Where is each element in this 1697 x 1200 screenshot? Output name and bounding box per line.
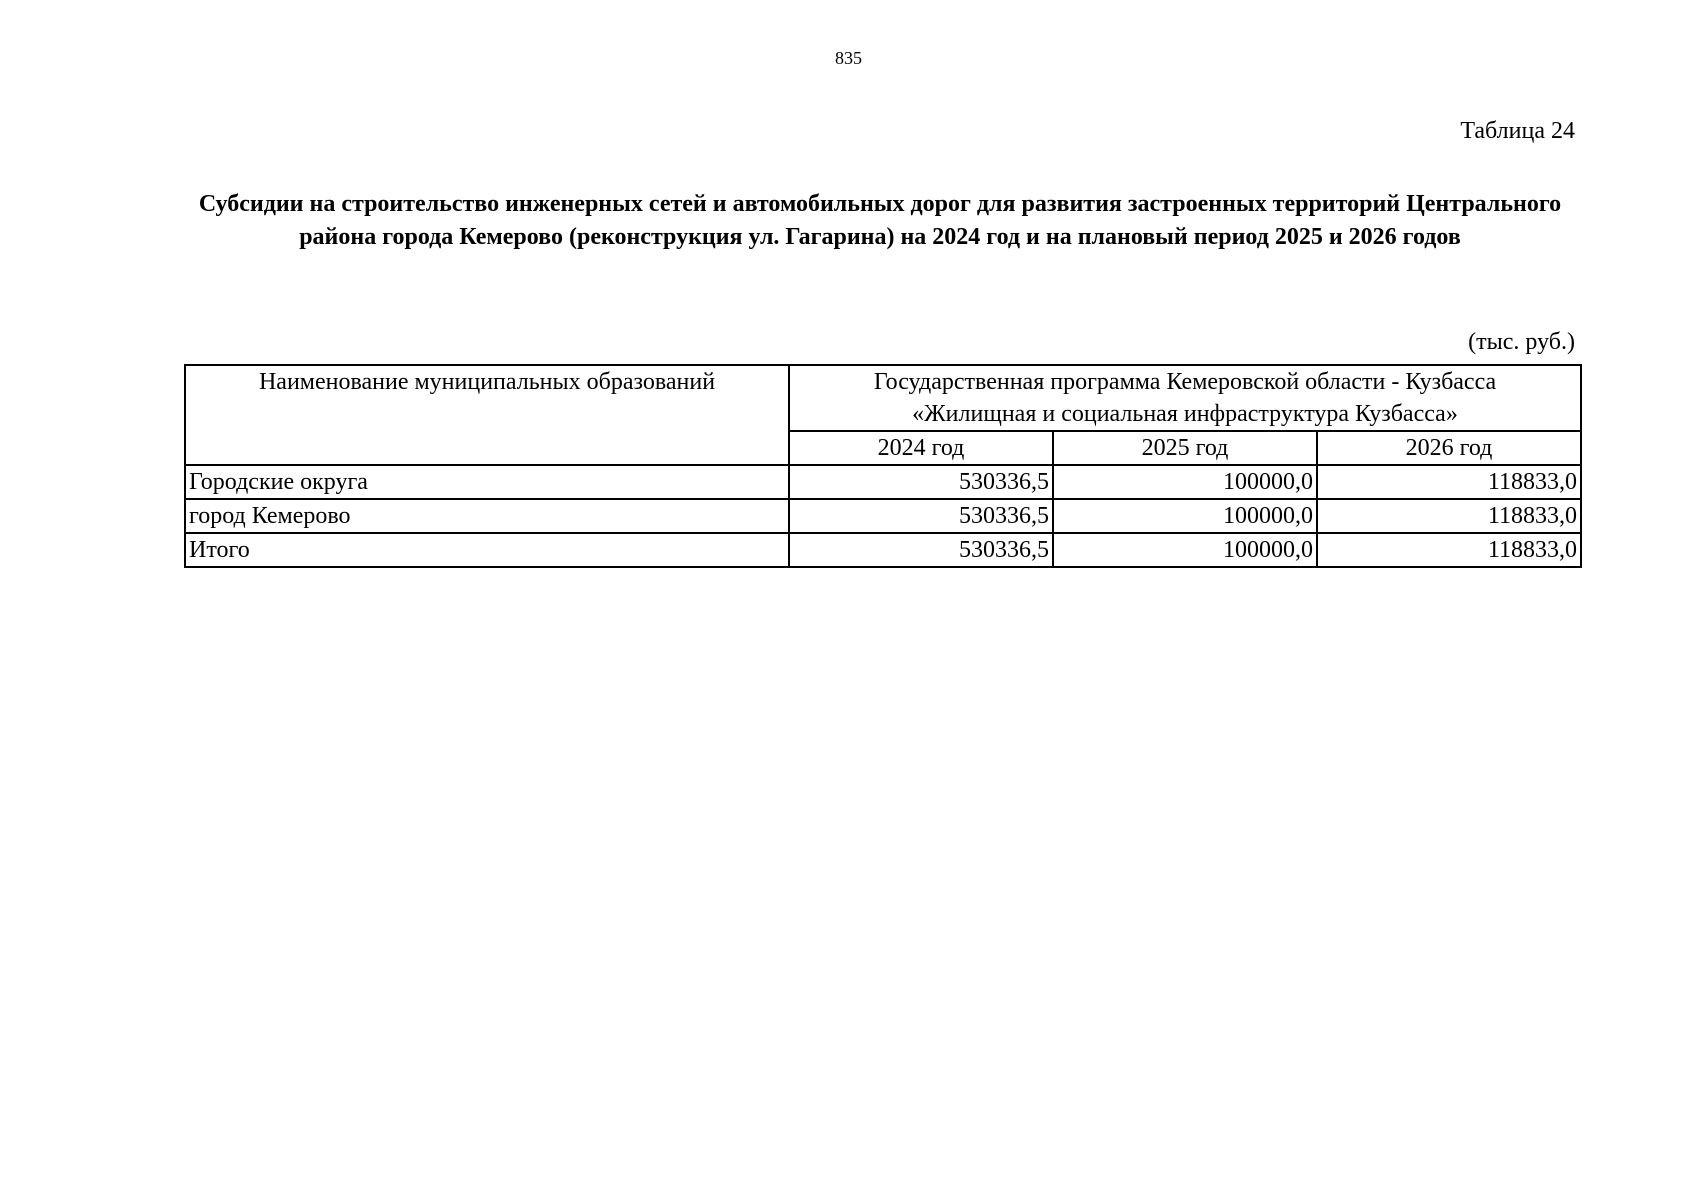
row-label: город Кемерово xyxy=(185,499,789,533)
table-header-row xyxy=(185,365,1581,431)
row-value-2025: 100000,0 xyxy=(1053,533,1317,567)
header-year-2024: 2024 год xyxy=(789,431,1053,465)
row-label: Городские округа xyxy=(185,465,789,499)
row-value-2024: 530336,5 xyxy=(789,533,1053,567)
header-year-2025: 2025 год xyxy=(1053,431,1317,465)
header-program-line1: Государственная программа Кемеровской области - Кузбасса xyxy=(873,369,1497,395)
page-number: 835 xyxy=(835,48,862,68)
row-value-2025: 100000,0 xyxy=(1053,465,1317,499)
header-year-2026: 2026 год xyxy=(1317,431,1581,465)
row-value-2026: 118833,0 xyxy=(1317,533,1581,567)
table-label: Таблица 24 xyxy=(1460,118,1575,144)
row-value-2026: 118833,0 xyxy=(1317,465,1581,499)
row-value-2025: 100000,0 xyxy=(1053,499,1317,533)
header-name-column: Наименование муниципальных образований xyxy=(185,365,789,465)
units-label: (тыс. руб.) xyxy=(1468,329,1575,355)
row-value-2026: 118833,0 xyxy=(1317,499,1581,533)
row-label: Итого xyxy=(185,533,789,567)
document-title: Субсидии на строительство инженерных сетей и автомобильных дорог для развития застроенных территорий Центрального района города Кемерово (реконструкция ул. Гагарина) на 2024 год и на плановый период 2025 и 2026 годов xyxy=(198,191,1562,250)
table-row-kemerovo xyxy=(185,499,1581,533)
header-program xyxy=(789,365,1581,431)
table-row-total xyxy=(185,533,1581,567)
subsidy-table xyxy=(184,364,1582,568)
header-program-line2: «Жилищная и социальная инфраструктура Кузбасса» xyxy=(912,401,1458,427)
row-value-2024: 530336,5 xyxy=(789,499,1053,533)
row-value-2024: 530336,5 xyxy=(789,465,1053,499)
table-row-urban-districts xyxy=(185,465,1581,499)
